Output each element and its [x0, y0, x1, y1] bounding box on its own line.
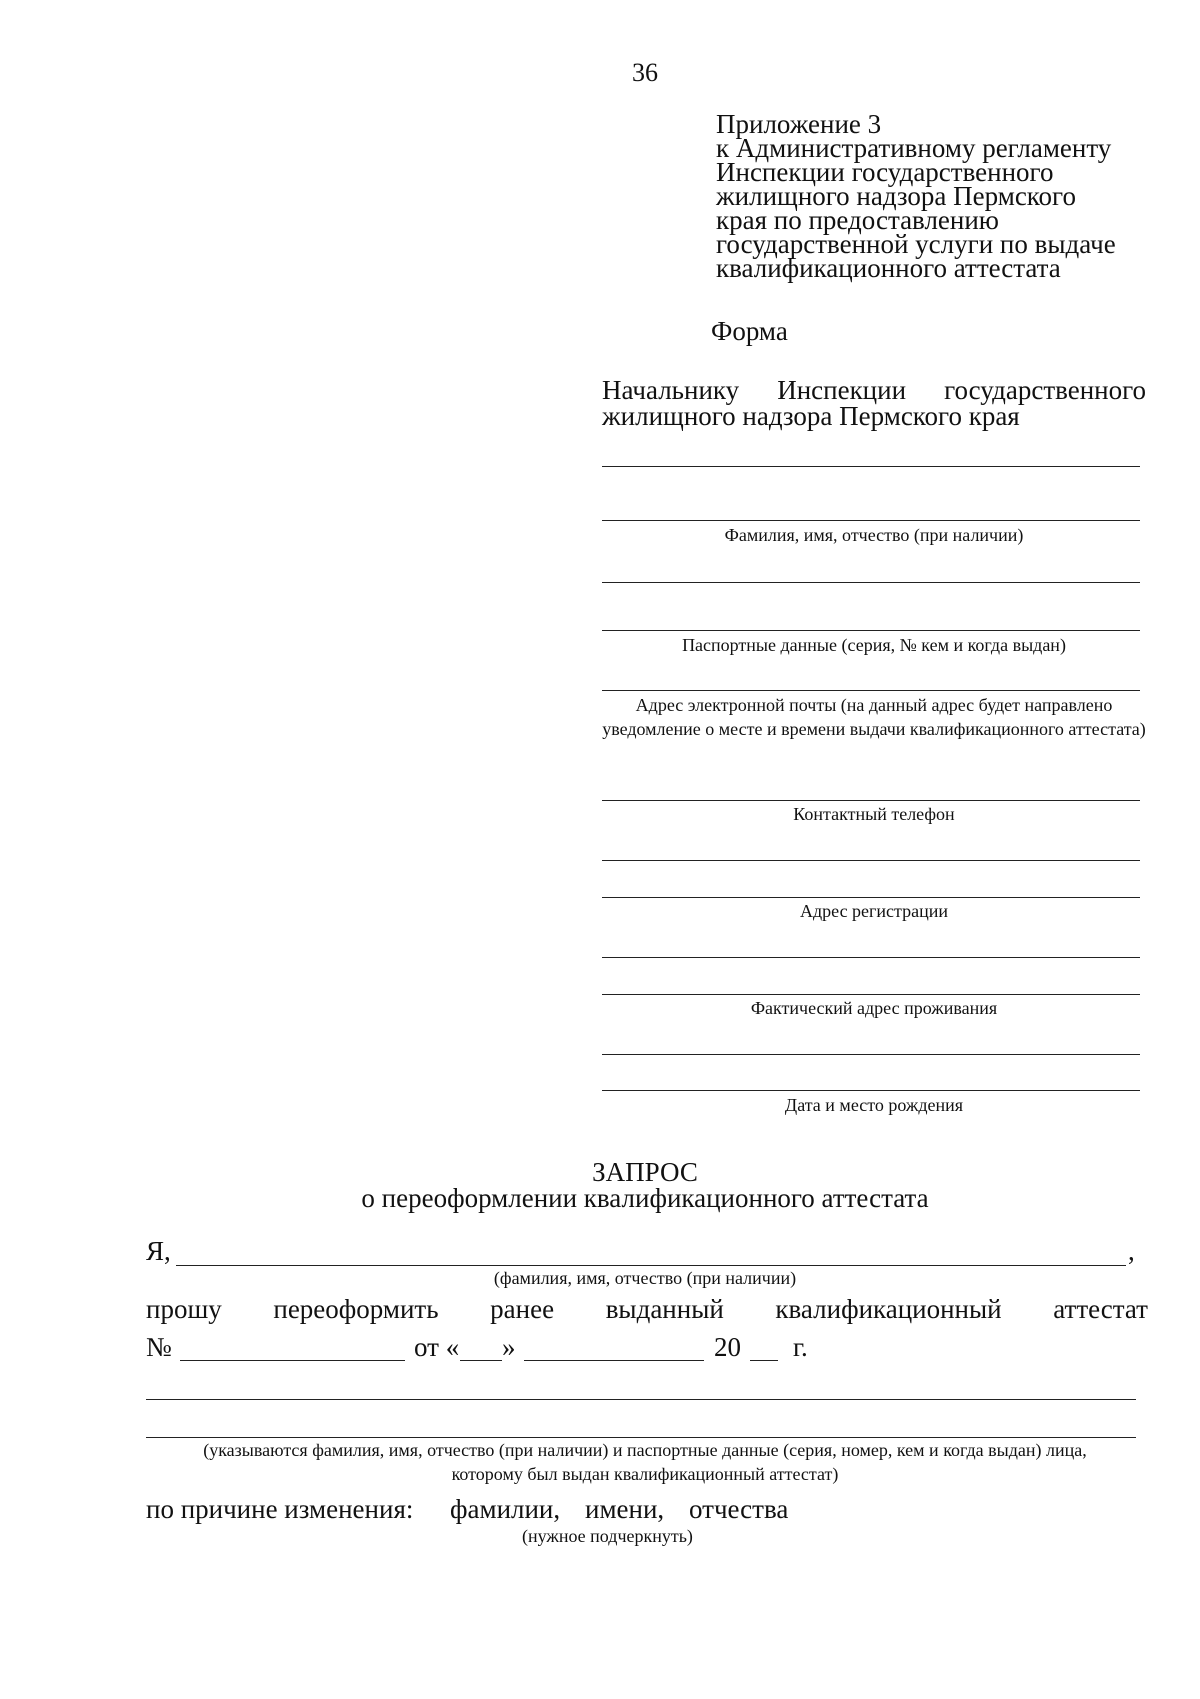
- month-line[interactable]: [524, 1360, 704, 1361]
- phone-field-line[interactable]: [602, 800, 1140, 801]
- form-label: Форма: [711, 316, 788, 346]
- quote-close: »: [502, 1332, 516, 1362]
- request-subtitle: о переоформлении квалификационного аттестата: [361, 1183, 929, 1213]
- blank-line[interactable]: [602, 1054, 1140, 1055]
- registration-field-line[interactable]: [602, 897, 1140, 898]
- passport-caption: Паспортные данные (серия, № кем и когда выдан): [682, 635, 1066, 655]
- request-word: аттестат: [1053, 1294, 1148, 1324]
- year-suffix: г.: [793, 1332, 808, 1362]
- appendix-line: квалификационного аттестата: [716, 253, 1061, 283]
- appendix-line: к Административному регламенту: [716, 133, 1112, 163]
- blank-line[interactable]: [602, 582, 1140, 583]
- blank-line[interactable]: [602, 466, 1140, 467]
- actual-address-caption: Фактический адрес проживания: [750, 998, 998, 1018]
- registration-caption: Адрес регистрации: [799, 901, 949, 921]
- number-sign: №: [146, 1332, 172, 1362]
- appendix-line: жилищного надзора Пермского: [716, 181, 1076, 211]
- applicant-name-caption: (фамилия, имя, отчество (при наличии): [493, 1268, 797, 1288]
- reason-option-surname[interactable]: фамилии,: [450, 1494, 561, 1524]
- appendix-line: Приложение 3: [716, 109, 882, 139]
- blank-line[interactable]: [602, 957, 1140, 958]
- request-row: [146, 1294, 1148, 1325]
- year-prefix: 20: [714, 1332, 741, 1362]
- i-comma: ,: [1128, 1236, 1135, 1266]
- request-title: ЗАПРОС: [592, 1157, 698, 1187]
- passport-field-line[interactable]: [602, 630, 1140, 631]
- applicant-name-line[interactable]: [176, 1265, 1126, 1266]
- request-word: ранее: [490, 1294, 555, 1324]
- addressee-line-2: жилищного надзора Пермского края: [602, 401, 1020, 431]
- year-line[interactable]: [750, 1360, 778, 1361]
- reason-caption: (нужное подчеркнуть): [522, 1526, 693, 1546]
- request-word: квалификационный: [775, 1294, 1002, 1324]
- appendix-line: государственной услуги по выдаче: [716, 229, 1116, 259]
- request-word: прошу: [146, 1294, 222, 1324]
- fio-field-line[interactable]: [602, 520, 1140, 521]
- email-field-line[interactable]: [602, 690, 1140, 691]
- i-prefix: Я,: [146, 1236, 171, 1266]
- appendix-line: Инспекции государственного: [716, 157, 1054, 187]
- birth-field-line[interactable]: [602, 1090, 1140, 1091]
- request-word: выданный: [605, 1294, 724, 1324]
- email-caption: Адрес электронной почты (на данный адрес будет направлено уведомление о месте и времени выдачи квалификационного аттестата): [602, 695, 1146, 739]
- certificate-number-line[interactable]: [180, 1360, 405, 1361]
- day-line[interactable]: [460, 1360, 502, 1361]
- addressee: [602, 377, 1146, 429]
- holder-info-line[interactable]: [146, 1399, 1136, 1400]
- holder-caption-2: которому был выдан квалификационный аттестат): [451, 1464, 839, 1484]
- from-label: от «: [414, 1332, 460, 1362]
- holder-caption-1: (указываются фамилия, имя, отчество (при наличии) и паспортные данные (серия, номер, кем и когда выдан) лица,: [203, 1440, 1087, 1460]
- fio-caption: Фамилия, имя, отчество (при наличии): [724, 525, 1024, 545]
- actual-address-field-line[interactable]: [602, 994, 1140, 995]
- phone-caption: Контактный телефон: [793, 804, 955, 824]
- blank-line[interactable]: [602, 860, 1140, 861]
- request-word: переоформить: [273, 1294, 439, 1324]
- page-number: 36: [632, 58, 658, 87]
- reason-option-patronymic[interactable]: отчества: [689, 1494, 789, 1524]
- addressee-line-1: Начальнику Инспекции государственного: [602, 375, 1146, 405]
- holder-info-line[interactable]: [146, 1437, 1136, 1438]
- reason-option-name[interactable]: имени,: [585, 1494, 665, 1524]
- reason-prefix: по причине изменения:: [146, 1494, 414, 1524]
- appendix-header: [716, 109, 1186, 283]
- appendix-line: края по предоставлению: [716, 205, 999, 235]
- birth-caption: Дата и место рождения: [784, 1095, 964, 1115]
